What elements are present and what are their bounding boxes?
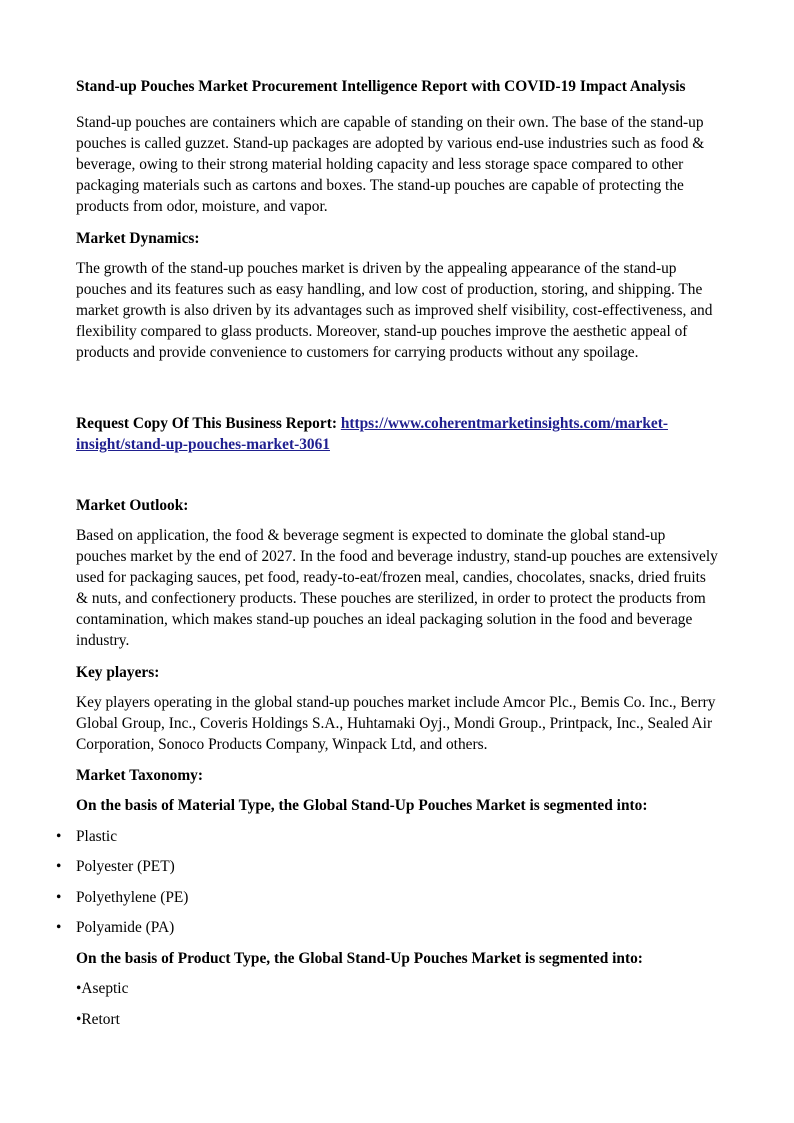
market-dynamics-heading: Market Dynamics: xyxy=(76,230,200,247)
key-players-heading: Key players: xyxy=(76,664,160,681)
bullet-icon: • xyxy=(56,919,62,936)
market-dynamics-paragraph: The growth of the stand-up pouches market is driven by the appealing appearance of the stand-up pouches and its features such as easy handling, and low cost of production, storing, and shipping. The market growth is also driven by its advantages such as improved shelf visibility, cost-effectiveness, and flexibility compared to glass products. Moreover, stand-up pouches improve the aesthetic appeal of products and provide convenience to customers for carrying products without any spoilage. xyxy=(76,260,713,362)
market-outlook-heading: Market Outlook: xyxy=(76,497,189,514)
bullet-icon: • xyxy=(56,828,62,845)
request-copy-label: Request Copy Of This Business Report: xyxy=(76,415,341,432)
material-item-label: Polyester (PET) xyxy=(76,858,175,875)
bullet-icon: • xyxy=(56,889,62,906)
report-link-part2[interactable]: insight/stand-up-pouches-market-3061 xyxy=(76,436,330,454)
product-item: •Aseptic xyxy=(76,980,129,997)
material-item-label: Polyamide (PA) xyxy=(76,919,175,936)
product-item: •Retort xyxy=(76,1011,120,1028)
material-item-label: Polyethylene (PE) xyxy=(76,889,189,906)
market-taxonomy-heading: Market Taxonomy: xyxy=(76,767,203,784)
material-item-label: Plastic xyxy=(76,828,118,845)
intro-paragraph: Stand-up pouches are containers which are capable of standing on their own. The base of the stand-up pouches is called guzzet. Stand-up packages are adopted by various end-use industries such as food & beverage, owing to their strong material holding capacity and less storage space compared to other packaging materials such as cartons and boxes. The stand-up pouches are capable of protecting the products from odor, moisture, and vapor. xyxy=(76,114,705,216)
bullet-icon: • xyxy=(56,858,62,875)
document-title: Stand-up Pouches Market Procurement Intelligence Report with COVID-19 Impact Analysis xyxy=(76,78,686,95)
material-type-heading: On the basis of Material Type, the Global Stand-Up Pouches Market is segmented into: xyxy=(76,797,648,814)
product-type-heading: On the basis of Product Type, the Global Stand-Up Pouches Market is segmented into: xyxy=(76,950,643,967)
market-outlook-paragraph: Based on application, the food & beverage segment is expected to dominate the global stand-up pouches market by the end of 2027. In the food and beverage industry, stand-up pouches are extensively used for packaging sauces, pet food, ready-to-eat/frozen meal, candies, chocolates, snacks, dried fruits & nuts, and confectionery products. These pouches are sterilized, in order to protect the products from contamination, which makes stand-up pouches an ideal packaging solution in the food and beverage industry. xyxy=(76,527,718,650)
key-players-paragraph: Key players operating in the global stand-up pouches market include Amcor Plc., Bemis Co. Inc., Berry Global Group, Inc., Coveris Holdings S.A., Huhtamaki Oyj., Mondi Group., Printpack, Inc., Sealed Air Corporation, Sonoco Products Company, Winpack Ltd, and others. xyxy=(76,694,716,754)
request-copy-line xyxy=(76,413,736,455)
report-link-part1[interactable]: https://www.coherentmarketinsights.com/market- xyxy=(340,415,668,432)
